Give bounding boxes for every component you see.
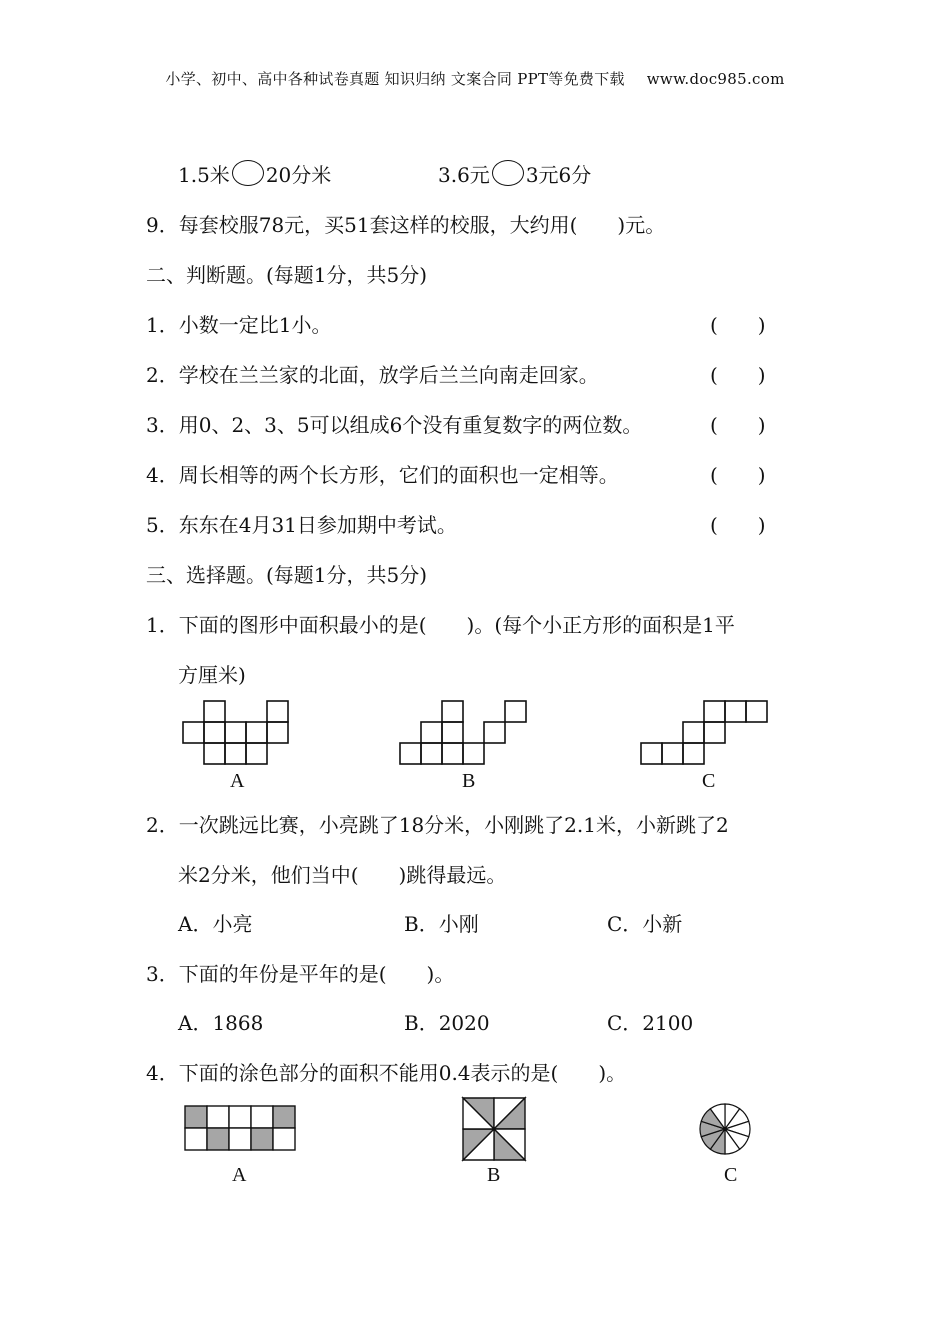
q2-option-a[interactable]: A．小亮 [178, 912, 253, 936]
compare-right-b: 3元6分 [525, 163, 592, 187]
grid-cell [229, 1106, 251, 1128]
header-url: www.doc985.com [646, 70, 785, 88]
q4-figure-c-label: C [724, 1164, 738, 1186]
compare-right-a: 3.6元 [438, 163, 490, 187]
q3-option-b[interactable]: B．2020 [404, 1011, 490, 1035]
compare-left-a: 1.5米 [178, 163, 230, 187]
compare-left-b: 20分米 [265, 163, 332, 187]
judge-answer-2[interactable]: ( ) [710, 363, 766, 387]
judge-item-3: 3．用0、2、3、5可以组成6个没有重复数字的两位数。 [146, 413, 643, 437]
figure-a-label: A [230, 770, 245, 792]
judge-answer-4[interactable]: ( ) [710, 463, 766, 487]
q4-figure-a-label: A [232, 1164, 247, 1186]
judge-item-1: 1．小数一定比1小。 [146, 313, 332, 337]
choice-q3: 3．下面的年份是平年的是( )。 [146, 962, 455, 986]
choice-q1-line2: 方厘米) [178, 663, 246, 687]
judge-item-5: 5．东东在4月31日参加期中考试。 [146, 513, 457, 537]
q3-option-a[interactable]: A．1868 [178, 1011, 264, 1035]
choice-q2-line1: 2．一次跳远比赛，小亮跳了18分米，小刚跳了2.1米，小新跳了2 [146, 813, 729, 837]
choice-q1-line1: 1．下面的图形中面积最小的是( )。(每个小正方形的面积是1平 [146, 613, 735, 637]
choice-q4: 4．下面的涂色部分的面积不能用0.4表示的是( )。 [146, 1061, 627, 1085]
judge-answer-3[interactable]: ( ) [710, 413, 766, 437]
section-3-title: 三、选择题。(每题1分，共5分) [146, 563, 428, 587]
judge-answer-1[interactable]: ( ) [710, 313, 766, 337]
q3-option-c[interactable]: C．2100 [607, 1011, 694, 1035]
grid-cell [273, 1128, 295, 1150]
figure-c-circle [700, 1104, 750, 1154]
figure-a-rectangle [185, 1106, 295, 1150]
choice-q2-line2: 米2分米，他们当中( )跳得最远。 [178, 863, 507, 887]
figure-b-square [463, 1098, 525, 1160]
grid-cell [229, 1128, 251, 1150]
section-2-title: 二、判断题。(每题1分，共5分) [146, 263, 428, 287]
figure-b-label: B [462, 770, 476, 792]
shaded-cell [185, 1106, 207, 1128]
q4-figure-b-label: B [487, 1164, 501, 1186]
q2-option-b[interactable]: B．小刚 [404, 912, 479, 936]
shaded-cell [273, 1106, 295, 1128]
judge-answer-5[interactable]: ( ) [710, 513, 766, 537]
shaded-cell [251, 1128, 273, 1150]
judge-item-4: 4．周长相等的两个长方形，它们的面积也一定相等。 [146, 463, 619, 487]
grid-cell [185, 1128, 207, 1150]
grid-cell [207, 1106, 229, 1128]
question-9: 9．每套校服78元，买51套这样的校服，大约用( )元。 [146, 213, 666, 237]
shaded-cell [207, 1128, 229, 1150]
q2-option-c[interactable]: C．小新 [607, 912, 683, 936]
grid-cell [251, 1106, 273, 1128]
figure-c-label: C [702, 770, 716, 792]
judge-item-2: 2．学校在兰兰家的北面，放学后兰兰向南走回家。 [146, 363, 599, 387]
header-text: 小学、初中、高中各种试卷真题 知识归纳 文案合同 PPT等免费下载 [165, 70, 625, 88]
